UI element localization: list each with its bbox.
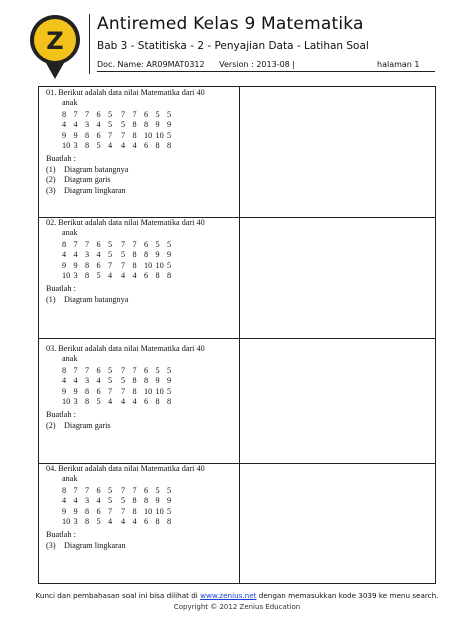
data-cell: 7 xyxy=(108,260,113,270)
data-cell: 10 xyxy=(155,260,164,270)
data-table xyxy=(62,110,179,152)
data-cell: 4 xyxy=(121,517,126,527)
data-cell: 10 xyxy=(144,386,153,396)
data-cell: 8 xyxy=(132,386,137,396)
data-cell: 5 xyxy=(108,120,113,130)
data-cell: 7 xyxy=(132,365,137,375)
data-row xyxy=(62,486,179,496)
data-cell: 7 xyxy=(121,386,126,396)
data-cell: 7 xyxy=(73,485,78,495)
data-cell: 8 xyxy=(62,485,67,495)
data-cell: 8 xyxy=(85,271,90,281)
task-item xyxy=(46,165,236,175)
data-cell: 5 xyxy=(155,239,160,249)
data-cell: 9 xyxy=(73,386,78,396)
data-cell: 4 xyxy=(73,496,78,506)
data-cell: 8 xyxy=(155,517,160,527)
data-cell: 4 xyxy=(96,496,101,506)
data-cell: 8 xyxy=(132,130,137,140)
data-cell: 7 xyxy=(108,506,113,516)
question-3 xyxy=(46,344,236,431)
data-cell: 10 xyxy=(62,271,71,281)
data-cell: 4 xyxy=(108,271,113,281)
question-number: 03. xyxy=(46,344,57,353)
data-cell: 5 xyxy=(96,141,101,151)
data-row xyxy=(62,397,179,407)
data-cell: 3 xyxy=(85,120,90,130)
data-cell: 6 xyxy=(96,506,101,516)
question-intro-cont: anak xyxy=(62,228,78,238)
data-cell: 4 xyxy=(121,141,126,151)
instruction: Buatlah : xyxy=(46,154,76,164)
data-cell: 5 xyxy=(155,485,160,495)
question-number: 01. xyxy=(46,88,57,97)
data-cell: 5 xyxy=(167,365,172,375)
zenius-link[interactable]: www.zenius.net xyxy=(200,591,257,600)
data-cell: 5 xyxy=(108,109,113,119)
data-cell: 10 xyxy=(155,506,164,516)
data-cell: 9 xyxy=(167,250,172,260)
instruction: Buatlah : xyxy=(46,410,76,420)
instruction: Buatlah : xyxy=(46,284,76,294)
data-cell: 6 xyxy=(144,397,149,407)
data-cell: 10 xyxy=(62,397,71,407)
data-cell: 8 xyxy=(144,496,149,506)
question-intro-cont: anak xyxy=(62,98,78,108)
data-cell: 4 xyxy=(132,271,137,281)
question-intro-text: Berikut adalah data nilai Matematika dari 40 xyxy=(58,464,205,473)
data-cell: 4 xyxy=(96,120,101,130)
data-cell: 4 xyxy=(73,376,78,386)
task-text: Diagram batangnya xyxy=(64,164,129,174)
data-cell: 4 xyxy=(108,517,113,527)
data-cell: 9 xyxy=(155,496,160,506)
data-cell: 4 xyxy=(73,120,78,130)
data-cell: 3 xyxy=(73,141,78,151)
data-row xyxy=(62,120,179,130)
data-cell: 5 xyxy=(155,365,160,375)
data-cell: 10 xyxy=(62,517,71,527)
data-cell: 6 xyxy=(144,141,149,151)
data-cell: 5 xyxy=(108,365,113,375)
data-cell: 4 xyxy=(62,376,67,386)
instruction: Buatlah : xyxy=(46,530,76,540)
data-cell: 7 xyxy=(132,485,137,495)
data-cell: 5 xyxy=(121,496,126,506)
data-cell: 9 xyxy=(155,250,160,260)
data-cell: 6 xyxy=(96,109,101,119)
data-cell: 4 xyxy=(62,250,67,260)
data-cell: 8 xyxy=(85,141,90,151)
data-cell: 7 xyxy=(108,386,113,396)
data-row xyxy=(62,376,179,386)
question-4 xyxy=(46,464,236,551)
data-cell: 8 xyxy=(132,120,137,130)
data-cell: 7 xyxy=(121,130,126,140)
data-cell: 4 xyxy=(121,397,126,407)
footer-text-after: dengan memasukkan kode 3039 ke menu search. xyxy=(258,591,439,600)
data-cell: 7 xyxy=(132,109,137,119)
footer-text-before: Kunci dan pembahasan soal ini bisa dilihat di xyxy=(35,591,198,600)
page-subtitle: Bab 3 - Statitiska - 2 - Penyajian Data - Latihan Soal xyxy=(97,40,369,52)
data-cell: 4 xyxy=(108,141,113,151)
data-cell: 7 xyxy=(121,239,126,249)
data-cell: 5 xyxy=(167,485,172,495)
question-intro-text: Berikut adalah data nilai Matematika dari 40 xyxy=(58,218,205,227)
data-cell: 9 xyxy=(167,120,172,130)
data-row xyxy=(62,250,179,260)
data-cell: 8 xyxy=(144,376,149,386)
data-cell: 3 xyxy=(85,250,90,260)
question-intro xyxy=(46,344,236,354)
data-row xyxy=(62,240,179,250)
task-text: Diagram garis xyxy=(64,175,111,185)
task-item xyxy=(46,175,236,185)
data-cell: 8 xyxy=(85,517,90,527)
data-row xyxy=(62,271,179,281)
data-cell: 9 xyxy=(167,496,172,506)
data-cell: 8 xyxy=(132,260,137,270)
data-cell: 10 xyxy=(155,130,164,140)
data-cell: 8 xyxy=(167,517,172,527)
data-cell: 10 xyxy=(155,386,164,396)
footer-note xyxy=(0,591,474,600)
data-cell: 5 xyxy=(155,109,160,119)
data-cell: 7 xyxy=(85,365,90,375)
data-cell: 6 xyxy=(96,130,101,140)
data-cell: 3 xyxy=(73,271,78,281)
question-intro xyxy=(46,464,236,474)
task-text: Diagram garis xyxy=(64,420,111,430)
data-cell: 6 xyxy=(96,485,101,495)
data-cell: 7 xyxy=(121,485,126,495)
task-number: (3) xyxy=(46,185,56,195)
data-cell: 7 xyxy=(73,365,78,375)
data-cell: 8 xyxy=(85,397,90,407)
data-cell: 8 xyxy=(62,109,67,119)
data-cell: 5 xyxy=(108,485,113,495)
data-cell: 8 xyxy=(85,130,90,140)
data-cell: 6 xyxy=(144,109,149,119)
data-cell: 6 xyxy=(144,365,149,375)
data-cell: 9 xyxy=(73,130,78,140)
data-cell: 6 xyxy=(96,260,101,270)
data-cell: 4 xyxy=(132,141,137,151)
data-cell: 6 xyxy=(96,239,101,249)
question-intro-cont: anak xyxy=(62,474,78,484)
question-intro-text: Berikut adalah data nilai Matematika dari 40 xyxy=(58,344,205,353)
header-rule xyxy=(97,71,435,72)
data-cell: 5 xyxy=(167,109,172,119)
data-cell: 6 xyxy=(144,517,149,527)
data-cell: 5 xyxy=(108,376,113,386)
data-cell: 7 xyxy=(121,506,126,516)
doc-version: Version : 2013-08 | xyxy=(219,60,296,69)
data-cell: 4 xyxy=(96,376,101,386)
data-cell: 5 xyxy=(167,506,172,516)
data-cell: 3 xyxy=(85,496,90,506)
data-cell: 6 xyxy=(144,239,149,249)
doc-name: Doc. Name: AR09MAT0312 xyxy=(97,60,205,69)
data-row xyxy=(62,366,179,376)
data-cell: 8 xyxy=(62,365,67,375)
data-cell: 4 xyxy=(62,496,67,506)
data-cell: 8 xyxy=(132,496,137,506)
data-row xyxy=(62,261,179,271)
data-cell: 6 xyxy=(144,271,149,281)
data-cell: 3 xyxy=(73,517,78,527)
data-cell: 7 xyxy=(108,130,113,140)
logo-letter: Z xyxy=(46,27,64,55)
task-number: (3) xyxy=(46,540,56,550)
data-cell: 7 xyxy=(132,239,137,249)
task-text: Diagram lingkaran xyxy=(64,540,126,550)
data-cell: 10 xyxy=(144,506,153,516)
data-cell: 10 xyxy=(144,260,153,270)
data-cell: 5 xyxy=(96,517,101,527)
data-cell: 5 xyxy=(167,130,172,140)
task-item xyxy=(46,295,236,305)
data-cell: 9 xyxy=(62,386,67,396)
data-cell: 7 xyxy=(85,109,90,119)
question-intro-cont: anak xyxy=(62,354,78,364)
task-item xyxy=(46,421,236,431)
data-cell: 4 xyxy=(62,120,67,130)
data-cell: 7 xyxy=(85,239,90,249)
data-row xyxy=(62,496,179,506)
data-cell: 9 xyxy=(155,376,160,386)
data-cell: 5 xyxy=(96,397,101,407)
data-cell: 9 xyxy=(73,260,78,270)
page-title: Antiremed Kelas 9 Matematika xyxy=(97,14,364,34)
data-cell: 7 xyxy=(121,365,126,375)
data-cell: 5 xyxy=(96,271,101,281)
data-cell: 10 xyxy=(62,141,71,151)
data-cell: 9 xyxy=(167,376,172,386)
task-item xyxy=(46,541,236,551)
data-cell: 5 xyxy=(167,239,172,249)
data-cell: 7 xyxy=(121,109,126,119)
data-cell: 10 xyxy=(144,130,153,140)
data-cell: 8 xyxy=(85,260,90,270)
data-row xyxy=(62,517,179,527)
question-2 xyxy=(46,218,236,305)
data-row xyxy=(62,507,179,517)
data-cell: 8 xyxy=(62,239,67,249)
task-item xyxy=(46,186,236,196)
data-table xyxy=(62,240,179,282)
copyright: Copyright © 2012 Zenius Education xyxy=(173,603,301,611)
data-cell: 4 xyxy=(121,271,126,281)
data-cell: 8 xyxy=(155,397,160,407)
data-table xyxy=(62,486,179,528)
question-intro-text: Berikut adalah data nilai Matematika dari 40 xyxy=(58,88,205,97)
zenius-logo-icon xyxy=(28,13,82,81)
data-cell: 5 xyxy=(167,386,172,396)
task-number: (1) xyxy=(46,294,56,304)
data-cell: 8 xyxy=(132,376,137,386)
data-cell: 8 xyxy=(167,141,172,151)
question-number: 02. xyxy=(46,218,57,227)
data-row xyxy=(62,131,179,141)
question-1 xyxy=(46,88,236,196)
data-cell: 8 xyxy=(155,141,160,151)
data-row xyxy=(62,387,179,397)
page-number: halaman 1 xyxy=(377,60,420,69)
data-cell: 9 xyxy=(62,506,67,516)
data-cell: 7 xyxy=(73,239,78,249)
task-text: Diagram batangnya xyxy=(64,294,129,304)
data-cell: 8 xyxy=(144,250,149,260)
data-row xyxy=(62,141,179,151)
data-cell: 6 xyxy=(96,386,101,396)
data-cell: 8 xyxy=(85,506,90,516)
task-number: (2) xyxy=(46,175,56,185)
data-cell: 3 xyxy=(85,376,90,386)
data-cell: 9 xyxy=(62,130,67,140)
row-divider xyxy=(39,338,435,339)
data-cell: 6 xyxy=(96,365,101,375)
data-cell: 8 xyxy=(85,386,90,396)
data-cell: 5 xyxy=(108,250,113,260)
data-cell: 5 xyxy=(121,376,126,386)
data-cell: 4 xyxy=(132,517,137,527)
data-table xyxy=(62,366,179,408)
data-cell: 5 xyxy=(121,250,126,260)
data-cell: 8 xyxy=(155,271,160,281)
data-cell: 4 xyxy=(73,250,78,260)
data-cell: 8 xyxy=(167,397,172,407)
data-cell: 8 xyxy=(132,250,137,260)
data-cell: 7 xyxy=(85,485,90,495)
data-row xyxy=(62,110,179,120)
data-cell: 9 xyxy=(73,506,78,516)
question-intro xyxy=(46,88,236,98)
data-cell: 6 xyxy=(144,485,149,495)
data-cell: 5 xyxy=(108,239,113,249)
data-cell: 4 xyxy=(132,397,137,407)
data-cell: 9 xyxy=(62,260,67,270)
task-number: (2) xyxy=(46,420,56,430)
question-intro xyxy=(46,218,236,228)
data-cell: 5 xyxy=(108,496,113,506)
column-divider xyxy=(239,87,240,583)
data-cell: 8 xyxy=(144,120,149,130)
question-number: 04. xyxy=(46,464,57,473)
data-cell: 9 xyxy=(155,120,160,130)
header-divider xyxy=(89,14,90,74)
data-cell: 5 xyxy=(121,120,126,130)
data-cell: 7 xyxy=(121,260,126,270)
task-text: Diagram lingkaran xyxy=(64,185,126,195)
task-number: (1) xyxy=(46,164,56,174)
data-cell: 3 xyxy=(73,397,78,407)
data-cell: 4 xyxy=(96,250,101,260)
data-cell: 8 xyxy=(167,271,172,281)
data-cell: 4 xyxy=(108,397,113,407)
data-cell: 8 xyxy=(132,506,137,516)
doc-meta xyxy=(97,60,307,69)
data-cell: 7 xyxy=(73,109,78,119)
data-cell: 5 xyxy=(167,260,172,270)
